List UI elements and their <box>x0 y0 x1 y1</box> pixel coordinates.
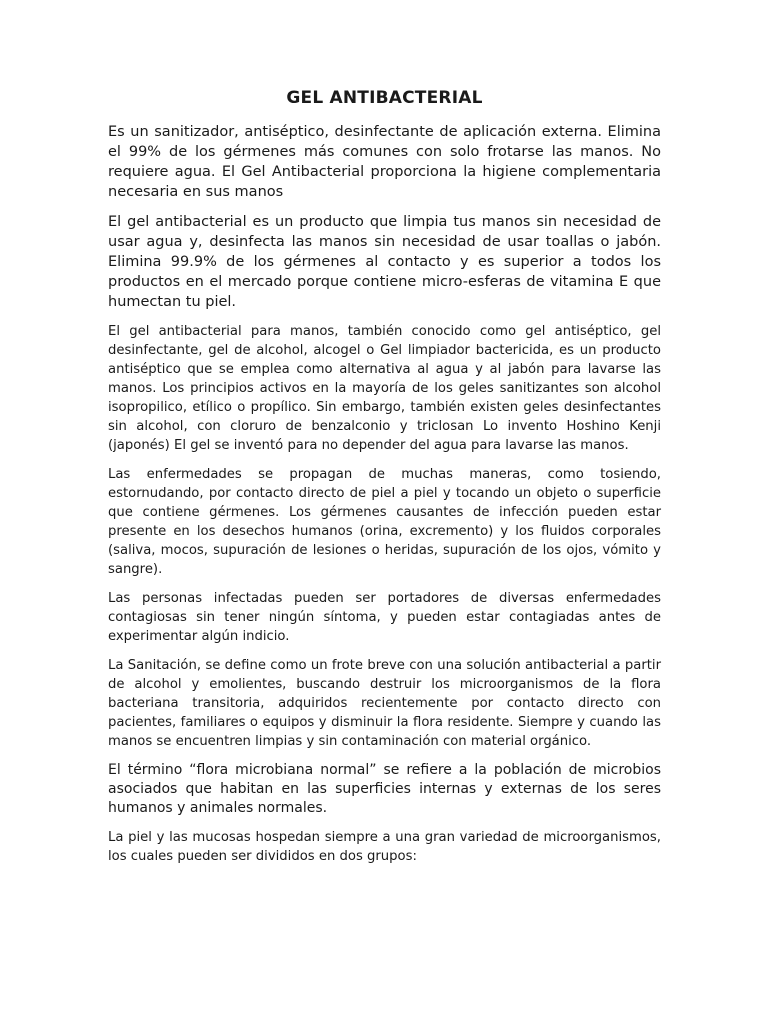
document-page <box>108 88 661 876</box>
paragraph-skin-mucosa: La piel y las mucosas hospedan siempre a una gran variedad de microorganismos, los cuales pueden ser divididos en dos grupos: <box>108 830 661 864</box>
document-title: GEL ANTIBACTERIAL <box>286 88 483 108</box>
paragraph-product: El gel antibacterial es un producto que limpia tus manos sin necesidad de usar agua y, desinfecta las manos sin necesidad de usar toallas o jabón. Elimina 99.9% de los gérmenes al contacto y es superior a todos los productos en el mercado porque contiene micro-esferas de vitamina E que humectan tu piel. <box>108 214 661 310</box>
paragraph-intro: Es un sanitizador, antiséptico, desinfectante de aplicación externa. Elimina el 99% de los gérmenes más comunes con solo frotarse las manos. No requiere agua. El Gel Antibacterial proporciona la higiene complementaria necesaria en sus manos <box>108 124 661 200</box>
paragraph-diseases: Las enfermedades se propagan de muchas maneras, como tosiendo, estornudando, por contacto directo de piel a piel y tocando un objeto o superficie que contiene gérmenes. Los gérmenes causantes de infección pueden estar presente en los desechos humanos (orina, excremento) y los fluidos corporales (saliva, mocos, supuración de lesiones o heridas, supuración de los ojos, vómito y sangre). <box>108 467 661 577</box>
paragraph-sanitation: La Sanitación, se define como un frote breve con una solución antibacterial a partir de alcohol y emolientes, buscando destruir los microorganismos de la flora bacteriana transitoria, adquiridos recientemente por contacto directo con pacientes, familiares o equipos y disminuir la flora residente. Siempre y cuando las manos se encuentren limpias y sin contaminación con material orgánico. <box>108 658 661 749</box>
paragraph-normal-flora: El término “flora microbiana normal” se refiere a la población de microbios asociados que habitan en las superficies internas y externas de los seres humanos y animales normales. <box>108 762 661 816</box>
paragraph-definition: El gel antibacterial para manos, también conocido como gel antiséptico, gel desinfectante, gel de alcohol, alcogel o Gel limpiador bactericida, es un producto antiséptico que se emplea como alternativa al agua y al jabón para lavarse las manos. Los principios activos en la mayoría de los geles sanitizantes son alcohol isopropilico, etílico o propílico. Sin embargo, también existen geles desinfectantes sin alcohol, con cloruro de benzalconio y triclosan Lo invento Hoshino Kenji (japonés) El gel se inventó para no depender del agua para lavarse las manos. <box>108 324 661 453</box>
paragraph-infected-persons: Las personas infectadas pueden ser portadores de diversas enfermedades contagiosas sin tener ningún síntoma, y pueden estar contagiadas antes de experimentar algún indicio. <box>108 591 661 644</box>
